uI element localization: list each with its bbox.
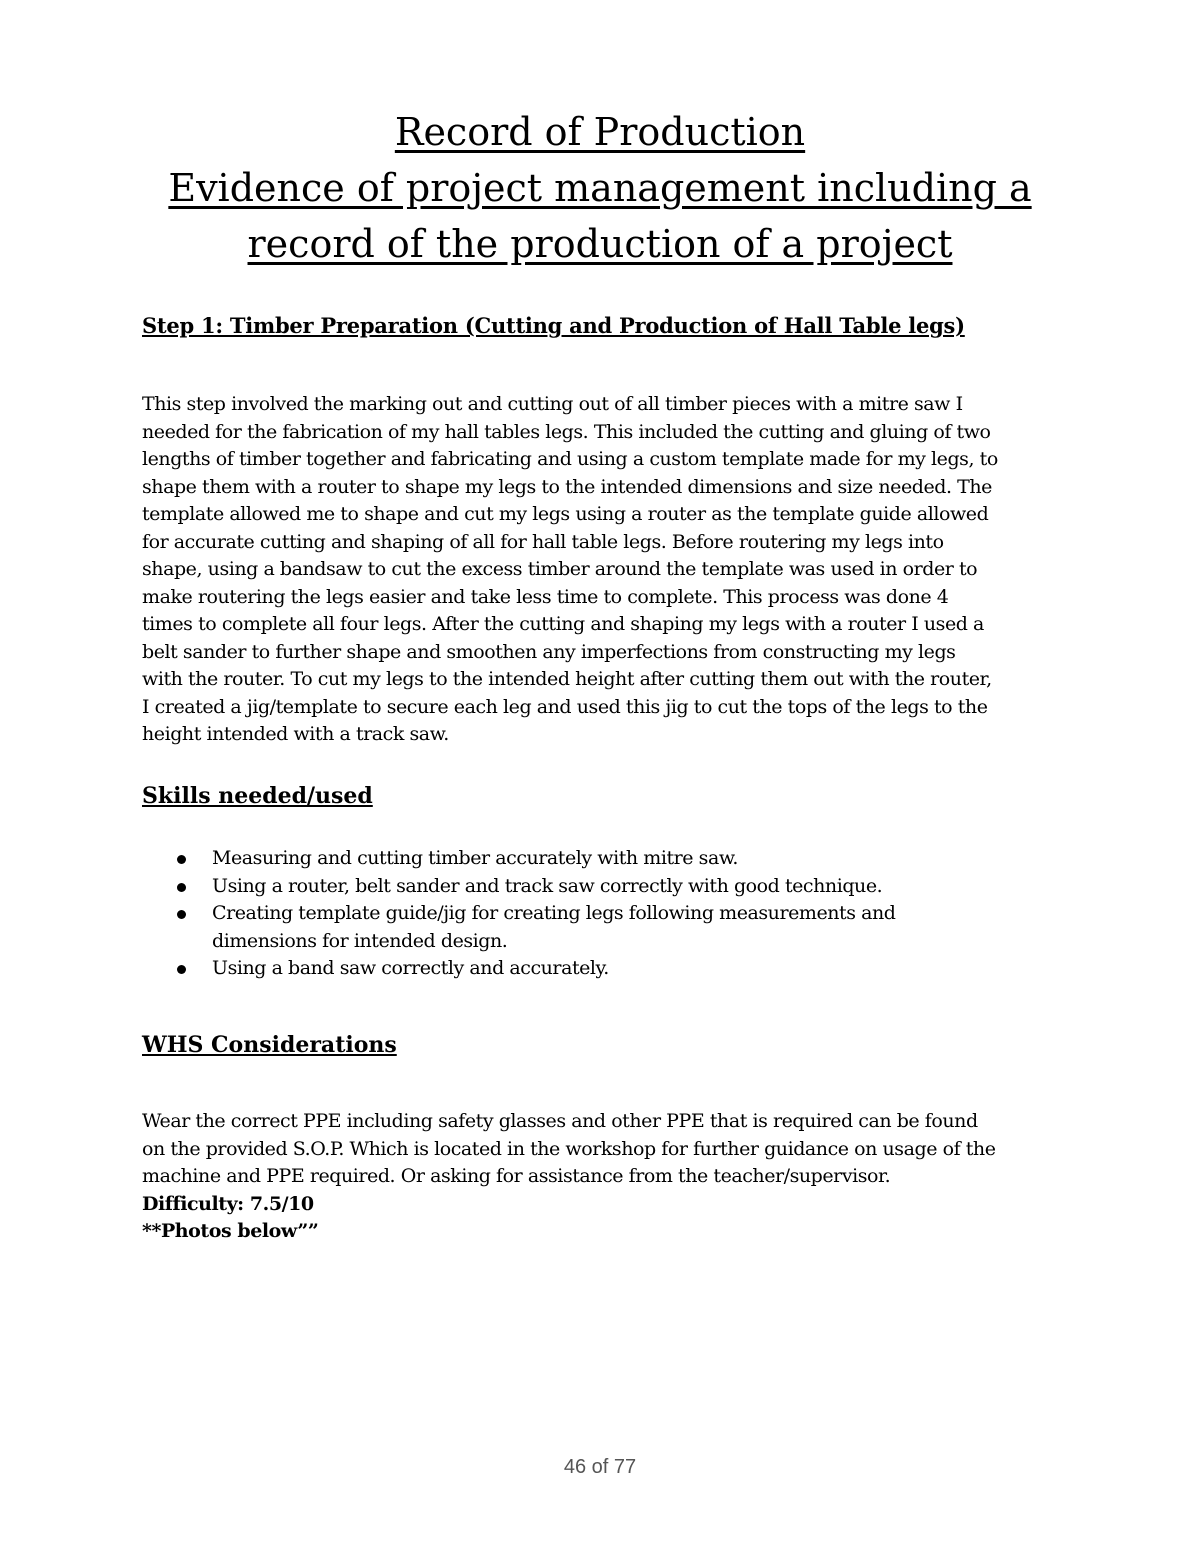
paragraph-line: for accurate cutting and shaping of all for hall table legs. Before routering my legs into (142, 530, 944, 553)
skill-item (0, 873, 1200, 901)
skill-item (0, 845, 1200, 873)
bullet-icon (177, 855, 186, 864)
bullet-icon (177, 910, 186, 919)
paragraph-line: shape, using a bandsaw to cut the excess timber around the template was used in order to (142, 558, 978, 580)
title-line: Record of Production (394, 110, 806, 154)
skill-item (0, 955, 1200, 983)
paragraph-line: with the router. To cut my legs to the intended height after cutting them out with the router, (142, 668, 992, 690)
paragraph-line: machine and PPE required. Or asking for assistance from the teacher/supervisor. (142, 1165, 891, 1187)
skill-text: Using a band saw correctly and accurately. (212, 957, 609, 979)
paragraph-line: This step involved the marking out and cutting out of all timber pieces with a mitre saw I (142, 393, 963, 415)
paragraph-line: belt sander to further shape and smoothen any imperfections from constructing my legs (142, 640, 956, 663)
difficulty-rating: Difficulty: 7.5/10 (142, 1192, 314, 1215)
bullet-icon (177, 965, 186, 974)
paragraph-line: lengths of timber together and fabricating and using a custom template made for my legs, to (142, 448, 998, 470)
skill-text: Creating template guide/jig for creating legs following measurements and (212, 902, 896, 924)
whs-paragraph (142, 1108, 996, 1246)
skill-text: Using a router, belt sander and track saw correctly with good technique. (212, 874, 883, 897)
bullet-icon (177, 883, 186, 892)
paragraph-line: shape them with a router to shape my legs to the intended dimensions and size needed. The (142, 475, 992, 498)
paragraph-line: needed for the fabrication of my hall tables legs. This included the cutting and gluing of two (142, 420, 991, 443)
paragraph-line: make routering the legs easier and take less time to complete. This process was done 4 (142, 585, 949, 608)
paragraph-line: Wear the correct PPE including safety glasses and other PPE that is required can be found (142, 1110, 978, 1132)
page-number: 46 of 77 (563, 1456, 637, 1478)
skill-text: Measuring and cutting timber accurately with mitre saw. (212, 847, 739, 869)
page-title (100, 104, 1100, 272)
skill-item (0, 900, 1200, 955)
step-heading: Step 1: Timber Preparation (Cutting and Production of Hall Table legs) (142, 313, 965, 338)
skills-heading: Skills needed/used (142, 783, 373, 809)
title-line: record of the production of a project (247, 222, 953, 266)
whs-heading: WHS Considerations (142, 1032, 397, 1058)
paragraph-line: I created a jig/template to secure each leg and used this jig to cut the tops of the legs to the (142, 695, 988, 718)
paragraph-line: on the provided S.O.P. Which is located in the workshop for further guidance on usage of the (142, 1137, 996, 1160)
photos-note: **Photos below”” (142, 1220, 319, 1242)
paragraph-line: height intended with a track saw. (142, 723, 449, 745)
step-paragraph (142, 391, 998, 749)
skill-text: dimensions for intended design. (212, 929, 508, 952)
title-line: Evidence of project management including a (168, 166, 1032, 210)
paragraph-line: times to complete all four legs. After the cutting and shaping my legs with a router I used a (142, 613, 984, 635)
skills-list (0, 845, 1200, 983)
paragraph-line: template allowed me to shape and cut my legs using a router as the template guide allowed (142, 503, 989, 525)
